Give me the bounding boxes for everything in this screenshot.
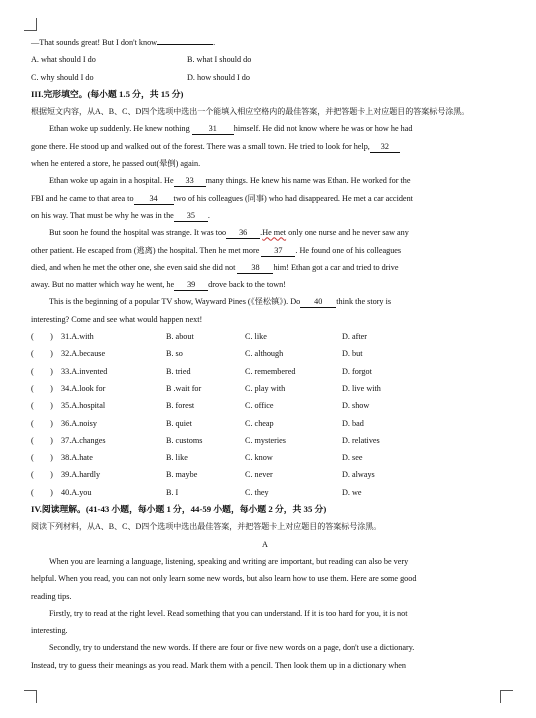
section-heading: IV.阅读理解。(41-43 小题，每小题 1 分，44-59 小题，每小题 2 分，共 35 分): [31, 504, 327, 515]
question-option: B. quiet: [166, 418, 192, 428]
passage-line: Ethan woke up again in a hospital. He 33 many things. He knew his name was Ethan. He worked for the: [49, 176, 411, 186]
answer-paren: ( ): [31, 366, 53, 376]
blank-37: 37: [261, 246, 295, 257]
question-option-a: ( ) 39.A.hardly: [31, 466, 166, 483]
answer-paren: ( ): [31, 401, 53, 411]
question-option-a: ( ) 31.A.with: [31, 328, 166, 345]
passage-line: Firstly, try to read at the right level. Read something that you can understand. If it is too hard for you, it is not: [49, 608, 408, 618]
prev-question-stem: —That sounds great! But I don't know .: [31, 38, 216, 47]
question-option: D. bad: [342, 418, 364, 428]
option-c: C. why should I do: [31, 72, 94, 82]
blank-32: 32: [370, 142, 400, 153]
question-option: B. I: [166, 487, 179, 497]
question-option: B. maybe: [166, 470, 198, 480]
passage-line: on his way. That must be why he was in the 35 .: [31, 210, 210, 220]
passage-line: helpful. When you read, you can not only learn some new words, but also learn how to use them. Here are some good: [31, 574, 417, 584]
answer-blank: [157, 44, 213, 45]
answer-paren: ( ): [31, 418, 53, 428]
question-option: D. after: [342, 332, 368, 342]
question-option: C. like: [245, 332, 267, 342]
section-heading: III.完形填空。(每小题 1.5 分，共 15 分): [31, 88, 184, 99]
answer-paren: ( ): [31, 383, 53, 393]
question-row: [31, 484, 499, 501]
question-row: [31, 397, 499, 414]
blank-34: 34: [134, 194, 174, 205]
crop-mark-bottom-right: [500, 690, 513, 703]
passage-line: reading tips.: [31, 591, 72, 601]
question-option: C. know: [245, 453, 273, 463]
question-option: C. remembered: [245, 366, 296, 376]
question-option: B. forest: [166, 401, 195, 411]
question-row: [31, 328, 499, 345]
answer-paren: ( ): [31, 470, 53, 480]
question-row: [31, 345, 499, 362]
question-option: C. never: [245, 470, 273, 480]
question-row: [31, 466, 499, 483]
question-option-a: ( ) 33.A.invented: [31, 363, 166, 380]
answer-paren: ( ): [31, 487, 53, 497]
question-option-a: ( ) 38.A.hate: [31, 449, 166, 466]
question-option-a: ( ) 37.A.changes: [31, 432, 166, 449]
answer-paren: ( ): [31, 349, 53, 359]
passage-line: other patient. He escaped from (逃离) the hospital. Then he met more 37 . He found one of his colleagues: [31, 245, 402, 255]
passage-line: This is the beginning of a popular TV show, Wayward Pines (《怪松镇》). Do 40 think the story is: [49, 297, 392, 307]
passage-line: gone there. He stood up and walked out of the forest. There was a small town. He tried to look for help, 32: [31, 138, 499, 155]
answer-paren: ( ): [31, 453, 53, 463]
reading-passage: [31, 553, 499, 674]
prev-question-options: [31, 51, 499, 68]
blank-35: 35: [174, 211, 208, 222]
question-option: D. see: [342, 453, 363, 463]
section-instruction: 根据短文内容，从A、B、C、D四个选项中选出一个能填入相应空格内的最佳答案，并把答题卡上对应题目的答案标号涂黑。: [31, 107, 470, 117]
passage-line: away. But no matter which way he went, he 39 drove back to the town!: [31, 280, 286, 290]
question-option-a: ( ) 36.A.noisy: [31, 415, 166, 432]
option-b: B. what I should do: [187, 55, 252, 65]
passage-label: A: [262, 539, 268, 549]
passage-line: FBI and he came to that area to 34 two of his colleagues (同事) who had disappeared. He met a car accident: [31, 193, 413, 203]
blank-33: 33: [174, 176, 206, 187]
prev-question-options: [31, 69, 499, 86]
question-option: B. customs: [166, 435, 203, 445]
passage-line: interesting.: [31, 626, 68, 636]
question-option: D. show: [342, 401, 370, 411]
question-option: B. so: [166, 349, 183, 359]
crop-mark-top-left: [24, 18, 37, 31]
question-option: C. mysteries: [245, 435, 286, 445]
question-option-a: ( ) 35.A.hospital: [31, 397, 166, 414]
question-row: [31, 449, 499, 466]
question-row: [31, 380, 499, 397]
question-option-a: ( ) 34.A.look for: [31, 380, 166, 397]
question-option: C. they: [245, 487, 269, 497]
question-option: D. but: [342, 349, 363, 359]
cloze-question-list: [31, 328, 499, 501]
question-row: [31, 432, 499, 449]
passage-line: when he entered a store, he passed out(晕倒) again.: [31, 159, 201, 169]
passage-line: Ethan woke up suddenly. He knew nothing 31 himself. He did not know where he was or how he had: [49, 124, 413, 134]
answer-paren: ( ): [31, 435, 53, 445]
question-row: [31, 415, 499, 432]
question-option-a: ( ) 40.A.you: [31, 484, 166, 501]
blank-31: 31: [192, 124, 234, 135]
passage-line: died, and when he met the other one, she even said she did not 38 him! Ethan got a car and tried to drive: [31, 262, 399, 272]
blank-36: 36: [226, 228, 260, 239]
question-option: D. relatives: [342, 435, 380, 445]
question-option: B. tried: [166, 366, 191, 376]
question-option: D. always: [342, 470, 375, 480]
question-option-a: ( ) 32.A.because: [31, 345, 166, 362]
blank-39: 39: [174, 280, 208, 291]
document-body: [31, 34, 499, 674]
crop-mark-bottom-left: [24, 690, 37, 703]
answer-paren: ( ): [31, 332, 53, 342]
question-option: C. play with: [245, 383, 286, 393]
option-d: D. how should I do: [187, 72, 250, 82]
question-option: D. live with: [342, 383, 381, 393]
section-instruction: 阅读下列材料，从A、B、C、D四个选项中选出最佳答案，并把答题卡上对应题目的答案标号涂黑。: [31, 522, 382, 532]
blank-40: 40: [300, 297, 336, 308]
question-option: C. although: [245, 349, 284, 359]
question-option: D. we: [342, 487, 362, 497]
question-option: B. about: [166, 332, 194, 342]
question-option: D. forgot: [342, 366, 372, 376]
question-option: B .wait for: [166, 383, 202, 393]
passage-line: When you are learning a language, listening, speaking and writing are important, but reading can also be very: [49, 556, 409, 566]
blank-38: 38: [237, 263, 273, 274]
question-option: C. office: [245, 401, 274, 411]
passage-line: Instead, try to guess their meanings as you read. Mark them with a pencil. Then look them up in a dictionary when: [31, 660, 407, 670]
question-option: B. like: [166, 453, 188, 463]
question-option: C. cheap: [245, 418, 274, 428]
option-a: A. what should I do: [31, 55, 96, 65]
passage-line: But soon he found the hospital was strange. It was too 36 .He met only one nurse and he never saw any: [49, 228, 409, 238]
passage-line: interesting? Come and see what would happen next!: [31, 314, 203, 324]
passage-line: Secondly, try to understand the new words. If there are four or five new words on a page, don't use a dictionary.: [49, 643, 415, 653]
question-row: [31, 363, 499, 380]
